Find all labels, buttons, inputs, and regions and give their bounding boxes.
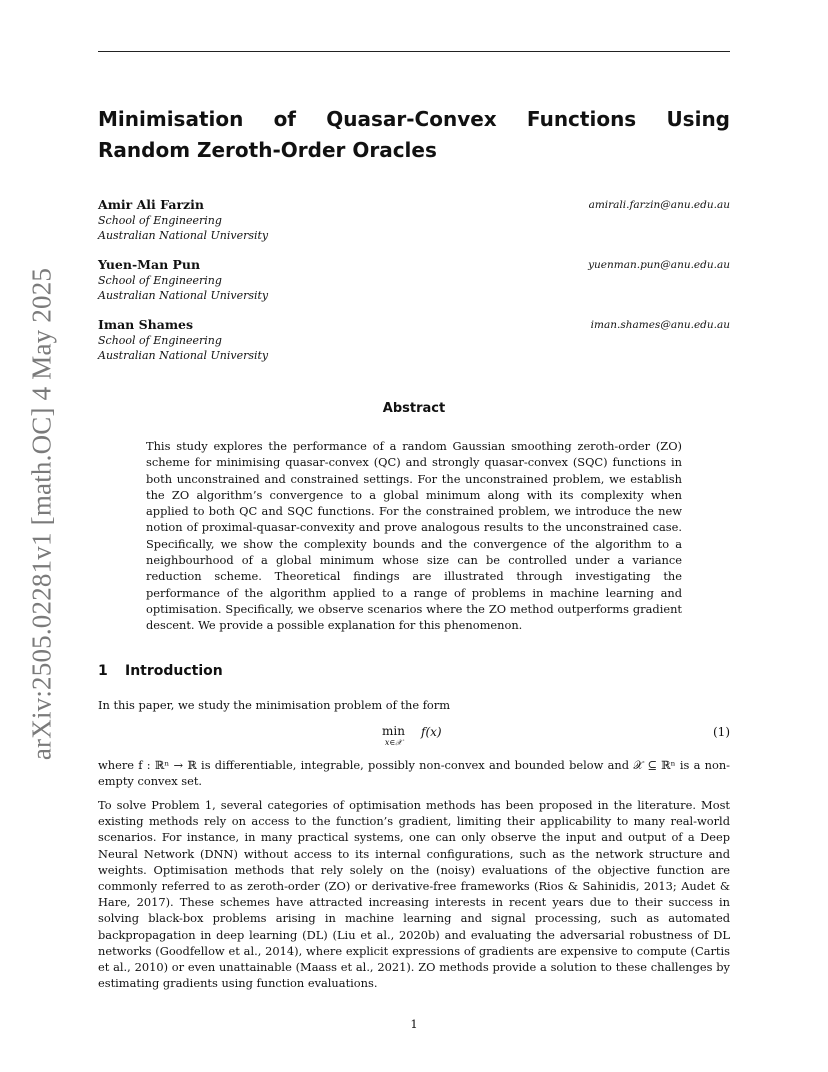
author-block (98, 257, 730, 303)
equation-body: f(x) (421, 725, 442, 739)
author-university: Australian National University (98, 289, 269, 302)
min-operator: min (382, 724, 405, 738)
section-heading (98, 663, 223, 679)
author-university: Australian National University (98, 229, 269, 242)
section-title: Introduction (125, 663, 223, 679)
equation-1 (98, 722, 730, 750)
after-equation-text: where f : ℝⁿ → ℝ is differentiable, integrable, possibly non-convex and bounded below and 𝒳 ⊆ ℝⁿ is a non-empty convex set. (98, 758, 730, 789)
abstract-heading: Abstract (382, 401, 446, 416)
page-number: 1 (410, 1017, 418, 1031)
intro-paragraph: To solve Problem 1, several categories of optimisation methods has been proposed in the literature. Most existing methods rely on access to the function’s gradient, limiting their applicability to many real-world scenarios. For instance, in many practical systems, one can only observe the input and output of a Deep Neural Network (DNN) without access to its internal configurations, such as the network structure and weights. Optimisation methods that rely solely on the (noisy) evaluations of the objective function are commonly referred to as zeroth-order (ZO) or derivative-free frameworks (Rios & Sahinidis, 2013; Audet & Hare, 2017). These schemes have attracted increasing interests in recent years due to their success in solving black-box problems arising in machine learning and signal processing, such as automated backpropagation in deep learning (DL) (Liu et al., 2020b) and evaluating the adversarial robustness of DL networks (Goodfellow et al., 2014), where explicit expressions of gradients are expensive to compute (Cartis et al., 2010) or even unattainable (Maass et al., 2021). ZO methods provide a solution to these challenges by estimating gradients using function evaluations. (98, 798, 730, 991)
author-dept: School of Engineering (98, 274, 222, 287)
author-dept: School of Engineering (98, 334, 222, 347)
author-dept: School of Engineering (98, 214, 222, 227)
author-name: Amir Ali Farzin (98, 197, 204, 212)
section-number: 1 (98, 663, 108, 679)
intro-sentence: In this paper, we study the minimisation problem of the form (98, 698, 451, 712)
author-university: Australian National University (98, 349, 269, 362)
author-email[interactable]: amirali.farzin@anu.edu.au (588, 199, 730, 211)
top-rule (98, 51, 730, 52)
author-email[interactable]: iman.shames@anu.edu.au (590, 319, 730, 331)
arxiv-stamp: arXiv:2505.02281v1 [math.OC] 4 May 2025 (26, 267, 57, 761)
author-email[interactable]: yuenman.pun@anu.edu.au (588, 259, 730, 271)
equation-number: (1) (713, 725, 730, 739)
author-name: Yuen-Man Pun (98, 257, 201, 272)
abstract-text: This study explores the performance of a random Gaussian smoothing zeroth-order (ZO) scheme for minimising quasar-convex (QC) and strongly quasar-convex (SQC) functions in both unconstrained and constrained settings. For the unconstrained problem, we establish the ZO algorithm’s convergence to a global minimum along with its complexity when applied to both QC and SQC functions. For the constrained problem, we introduce the new notion of proximal-quasar-convexity and prove analogous results to the unconstrained case. Specifically, we show the complexity bounds and the convergence of the algorithm to a neighbourhood of a global minimum whose size can be controlled under a variance reduction scheme. Theoretical findings are illustrated through investigating the performance of the algorithm applied to a range of problems in machine learning and optimisation. Specifically, we observe scenarios where the ZO method outperforms gradient descent. We provide a possible explanation for this phenomenon. (146, 439, 682, 633)
paper-title: Minimisation of Quasar-Convex Functions Using Random Zeroth-Order Oracles (98, 107, 730, 162)
author-name: Iman Shames (98, 317, 194, 332)
min-subscript: x∈𝒳 (384, 738, 403, 747)
equation-operator (382, 725, 405, 747)
author-block (98, 317, 730, 363)
author-block (98, 197, 730, 243)
